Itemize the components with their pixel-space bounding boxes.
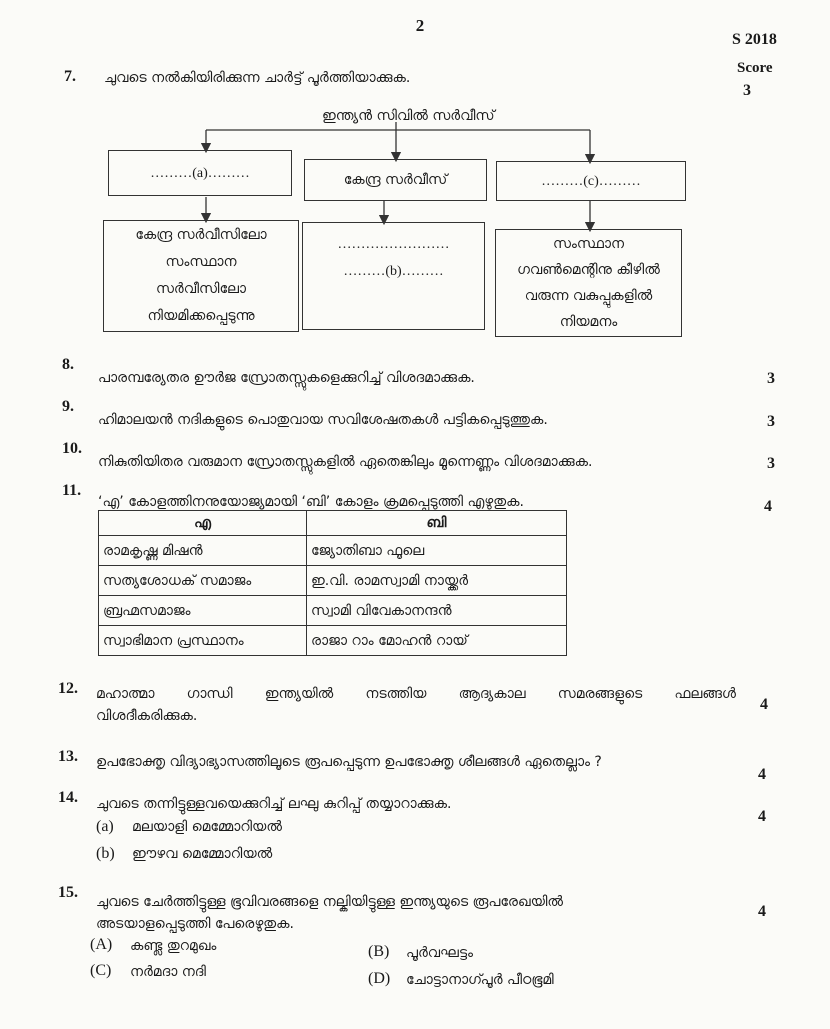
q15-item-A-text: കണ്ട്ല തുറമുഖം xyxy=(130,938,217,954)
right-detail-line-1: സംസ്ഥാന xyxy=(553,236,624,252)
q15-item-C-text: നർമദാ നദി xyxy=(130,964,206,980)
question-15-number: 15. xyxy=(58,884,78,901)
table-cell-b: ജ്യോതിബാ ഫൂലെ xyxy=(307,536,567,566)
question-15-line-1: ചുവടെ ചേർത്തിട്ടുള്ള ഭൂവിവരങ്ങളെ നല്കിയിട്ടുള്ള ഇന്ത്യയുടെ രൂപരേഖയിൽ xyxy=(96,894,563,910)
question-15-score: 4 xyxy=(758,903,766,920)
table-row xyxy=(99,566,567,596)
chart-root: ഇന്ത്യൻ സിവിൽ സർവീസ് xyxy=(322,108,495,124)
table-cell-a: രാമകൃഷ്ണ മിഷൻ xyxy=(99,536,307,566)
question-10-score: 3 xyxy=(767,455,775,472)
left-detail-line-1: കേന്ദ്ര സർവീസിലോ xyxy=(135,227,267,243)
chart-box-a-text: ………(a)……… xyxy=(150,165,250,181)
table-cell-a: സത്യശോധക് സമാജം xyxy=(99,566,307,596)
question-12-line-1: മഹാത്മാ ഗാന്ധി ഇന്ത്യയിൽ നടത്തിയ ആദ്യകാല സമരങ്ങളുടെ ഫലങ്ങൾ xyxy=(96,686,736,702)
question-11-text: ‘എ’ കോളത്തിനനുയോജ്യമായി ‘ബി’ കോളം ക്രമപ്പെടുത്തി എഴുതുക. xyxy=(98,494,524,510)
question-7-score: 3 xyxy=(743,82,751,99)
chart-box-right-detail xyxy=(495,229,682,337)
exam-code: S 2018 xyxy=(732,31,777,48)
q14-item-b-label: (b) xyxy=(96,845,115,862)
question-11-number: 11. xyxy=(62,482,82,499)
table-row xyxy=(99,536,567,566)
q15-item-D-label: (D) xyxy=(368,970,391,987)
chart-box-c xyxy=(496,161,686,201)
question-8-number: 8. xyxy=(62,356,74,373)
table-cell-b: സ്വാമി വിവേകാനന്ദൻ xyxy=(307,596,567,626)
table-cell-a: ബ്രഹ്മസമാജം xyxy=(99,596,307,626)
q15-item-C-label: (C) xyxy=(90,962,112,979)
column-b-header: ബി xyxy=(307,511,567,536)
table-cell-b: രാജാ റാം മോഹൻ റായ് xyxy=(307,626,567,656)
question-12-line-2: വിശദീകരിക്കുക. xyxy=(96,708,198,724)
right-detail-line-4: നിയമനം xyxy=(559,314,618,330)
left-detail-line-3: സർവീസിലോ xyxy=(155,281,247,297)
q15-item-B-label: (B) xyxy=(368,943,390,960)
table-row xyxy=(99,596,567,626)
question-7-number: 7. xyxy=(64,68,76,85)
question-12-number: 12. xyxy=(58,680,78,697)
question-10-number: 10. xyxy=(62,440,82,457)
question-8-score: 3 xyxy=(767,370,775,387)
question-9-text: ഹിമാലയൻ നദികളുടെ പൊതുവായ സവിശേഷതകൾ പട്ടികപ്പെടുത്തുക. xyxy=(98,412,548,428)
question-12-score: 4 xyxy=(760,696,768,713)
chart-box-b xyxy=(302,222,485,330)
q15-item-B-text: പൂർവഘട്ടം xyxy=(406,945,473,961)
right-detail-line-3: വരുന്ന വകുപ്പുകളിൽ xyxy=(524,288,653,304)
matching-table xyxy=(98,510,567,656)
q14-item-b-text: ഈഴവ മെമ്മോറിയൽ xyxy=(132,846,273,862)
chart-box-c-text: ………(c)……… xyxy=(541,173,641,189)
question-13-score: 4 xyxy=(758,766,766,783)
q15-item-D-text: ചോട്ടാനാഗ്പൂർ പീഠഭൂമി xyxy=(406,972,554,988)
question-7-text: ചുവടെ നൽകിയിരിക്കുന്ന ചാർട്ട് പൂർത്തിയാക്കുക. xyxy=(104,70,411,86)
question-11-score: 4 xyxy=(764,498,772,515)
chart-box-central-service xyxy=(304,159,487,201)
q14-item-a-text: മലയാളി മെമ്മോറിയൽ xyxy=(132,819,282,835)
q14-item-a-label: (a) xyxy=(96,818,114,835)
table-row xyxy=(99,626,567,656)
score-header: Score xyxy=(737,60,773,76)
chart-box-left-detail xyxy=(103,220,299,332)
question-9-score: 3 xyxy=(767,413,775,430)
column-a-header: എ xyxy=(99,511,307,536)
table-cell-a: സ്വാഭിമാന പ്രസ്ഥാനം xyxy=(99,626,307,656)
left-detail-line-4: നിയമിക്കപ്പെടുന്നു xyxy=(147,308,255,324)
table-header-row xyxy=(99,511,567,536)
question-14-text: ചുവടെ തന്നിട്ടുള്ളവയെക്കുറിച്ച് ലഘു കുറിപ്പ് തയ്യാറാക്കുക. xyxy=(96,796,452,812)
q15-item-A-label: (A) xyxy=(90,936,113,953)
b-dots-line: …………………… xyxy=(337,237,450,252)
chart-box-a xyxy=(108,150,292,196)
chart-box-central-service-text: കേന്ദ്ര സർവീസ് xyxy=(343,171,448,188)
b-label-line: ………(b)……… xyxy=(343,264,444,279)
question-8-text: പാരമ്പര്യേതര ഊർജ സ്രോതസ്സുകളെക്കുറിച്ച് വിശദമാക്കുക. xyxy=(98,370,475,386)
question-14-score: 4 xyxy=(758,808,766,825)
question-10-text: നികുതിയിതര വരുമാന സ്രോതസ്സുകളിൽ ഏതെങ്കിലും മൂന്നെണ്ണം വിശദമാക്കുക. xyxy=(98,454,593,470)
page-number: 2 xyxy=(415,16,425,35)
right-detail-line-2: ഗവൺമെന്റിനു കീഴിൽ xyxy=(517,262,660,278)
question-13-text: ഉപഭോക്തൃ വിദ്യാഭ്യാസത്തിലൂടെ രൂപപ്പെടുന്ന ഉപഭോക്തൃ ശീലങ്ങൾ ഏതെല്ലാം ? xyxy=(96,754,602,770)
question-15-line-2: അടയാളപ്പെടുത്തി പേരെഴുതുക. xyxy=(96,916,294,932)
left-detail-line-2: സംസ്ഥാന xyxy=(165,254,237,270)
question-14-number: 14. xyxy=(58,789,78,806)
question-9-number: 9. xyxy=(62,398,74,415)
table-cell-b: ഇ.വി. രാമസ്വാമി നായ്ക്കർ xyxy=(307,566,567,596)
question-13-number: 13. xyxy=(58,748,78,765)
